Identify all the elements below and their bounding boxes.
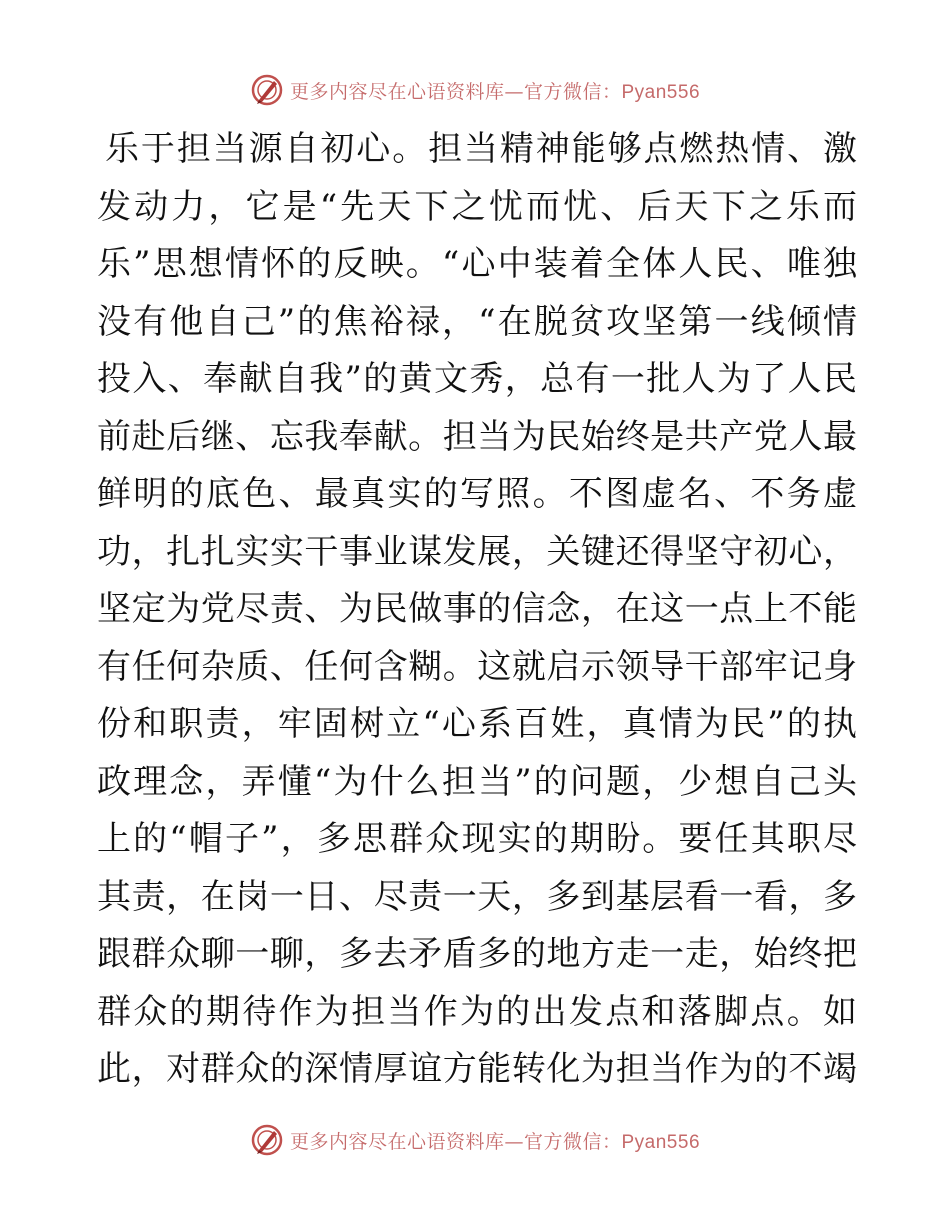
body-line: 功，扎扎实实干事业谋发展，关键还得坚守初心，	[97, 531, 857, 572]
document-body	[97, 121, 857, 1099]
body-line: 跟群众聊一聊，多去矛盾多的地方走一走，始终把	[97, 934, 857, 974]
watermark-text: 更多内容尽在心语资料库—官方微信：Pyan556	[289, 80, 701, 103]
pen-logo-icon	[250, 1123, 284, 1157]
body-line: 乐于担当源自初心。担当精神能够点燃热情、激	[105, 129, 857, 169]
body-line: 乐”思想情怀的反映。“心中装着全体人民、唯独	[97, 244, 857, 284]
body-line: 政理念，弄懂“为什么担当”的问题，少想自己头	[97, 761, 857, 802]
body-line: 此，对群众的深情厚谊方能转化为担当作为的不竭	[97, 1049, 857, 1089]
body-line: 发动力，它是“先天下之忧而忧、后天下之乐而	[97, 186, 857, 227]
body-line: 其责，在岗一日、尽责一天，多到基层看一看，多	[97, 876, 857, 917]
body-line: 上的“帽子”，多思群众现实的期盼。要任其职尽	[97, 819, 857, 859]
body-line: 鲜明的底色、最真实的写照。不图虚名、不务虚	[97, 474, 857, 514]
body-line: 没有他自己”的焦裕禄，“在脱贫攻坚第一线倾情	[97, 301, 857, 342]
body-line: 群众的期待作为担当作为的出发点和落脚点。如	[97, 991, 857, 1032]
body-line: 有任何杂质、任何含糊。这就启示领导干部牢记身	[97, 646, 857, 687]
header-watermark	[0, 70, 950, 110]
body-line: 投入、奉献自我”的黄文秀，总有一批人为了人民	[97, 359, 857, 399]
pen-logo-icon	[250, 73, 284, 107]
body-line: 份和职责，牢固树立“心系百姓，真情为民”的执	[97, 704, 857, 744]
body-line: 前赴后继、忘我奉献。担当为民始终是共产党人最	[97, 416, 857, 457]
footer-watermark	[0, 1120, 950, 1160]
watermark-text: 更多内容尽在心语资料库—官方微信：Pyan556	[289, 1130, 701, 1153]
body-line: 坚定为党尽责、为民做事的信念，在这一点上不能	[97, 589, 857, 629]
